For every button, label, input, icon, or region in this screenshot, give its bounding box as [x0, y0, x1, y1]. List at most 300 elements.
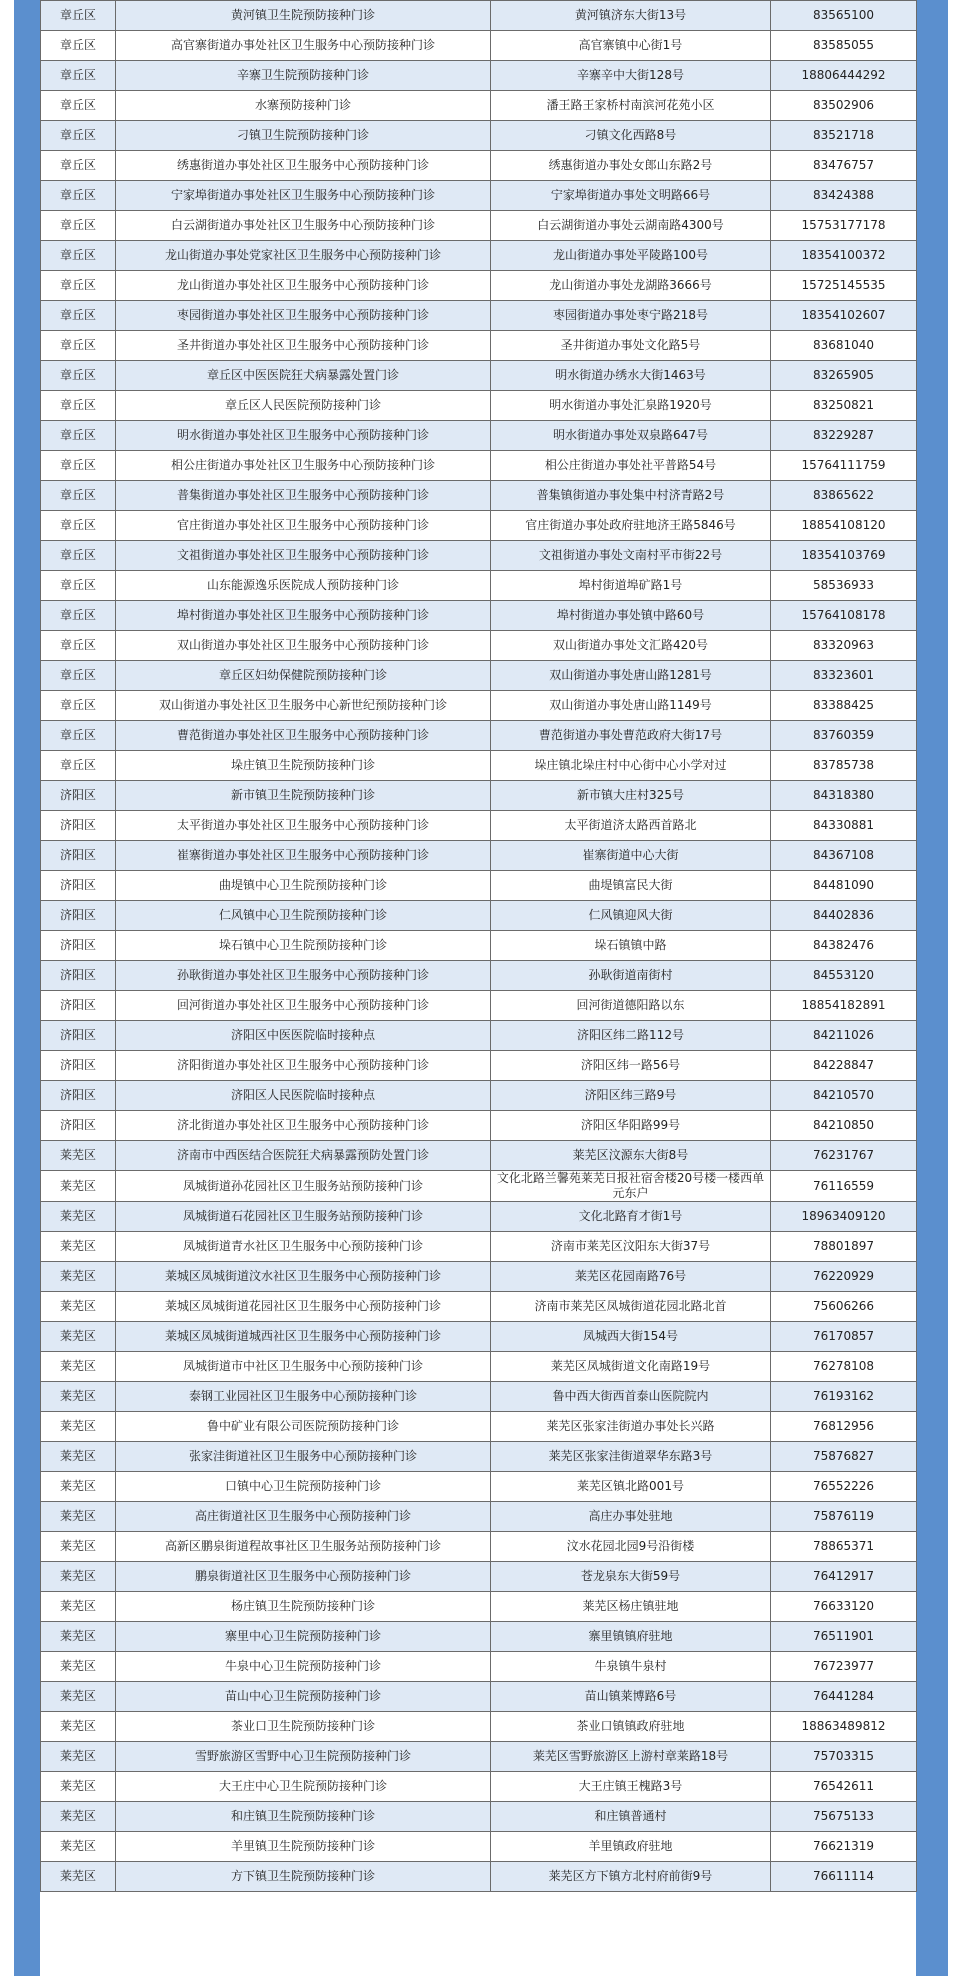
clinic-name-cell: 绣惠街道办事处社区卫生服务中心预防接种门诊: [116, 151, 491, 181]
table-row: [41, 31, 917, 61]
address-cell: 高庄办事处驻地: [491, 1502, 771, 1532]
district-cell: 莱芜区: [41, 1352, 116, 1382]
table-row: [41, 421, 917, 451]
clinic-name-cell: 仁风镇中心卫生院预防接种门诊: [116, 901, 491, 931]
district-cell: 章丘区: [41, 241, 116, 271]
phone-cell: 76231767: [771, 1141, 917, 1171]
address-cell: 垛石镇镇中路: [491, 931, 771, 961]
table-row: [41, 691, 917, 721]
address-cell: 莱芜区雪野旅游区上游村章莱路18号: [491, 1742, 771, 1772]
table-row: [41, 1262, 917, 1292]
phone-cell: 83681040: [771, 331, 917, 361]
table-row: [41, 571, 917, 601]
phone-cell: 18354102607: [771, 301, 917, 331]
table-row: [41, 361, 917, 391]
district-cell: 章丘区: [41, 1, 116, 31]
table-row: [41, 781, 917, 811]
address-cell: 文化北路育才街1号: [491, 1202, 771, 1232]
district-cell: 章丘区: [41, 601, 116, 631]
clinic-name-cell: 章丘区人民医院预防接种门诊: [116, 391, 491, 421]
district-cell: 章丘区: [41, 481, 116, 511]
clinic-name-cell: 曹范街道办事处社区卫生服务中心预防接种门诊: [116, 721, 491, 751]
district-cell: 莱芜区: [41, 1502, 116, 1532]
address-cell: 莱芜区方下镇方北村府前街9号: [491, 1862, 771, 1892]
phone-cell: 84481090: [771, 871, 917, 901]
table-row: [41, 1081, 917, 1111]
table-row: [41, 541, 917, 571]
address-cell: 绣惠街道办事处女郎山东路2号: [491, 151, 771, 181]
address-cell: 明水街道办事处汇泉路1920号: [491, 391, 771, 421]
address-cell: 寨里镇镇府驻地: [491, 1622, 771, 1652]
address-cell: 新市镇大庄村325号: [491, 781, 771, 811]
district-cell: 章丘区: [41, 271, 116, 301]
district-cell: 济阳区: [41, 1111, 116, 1141]
phone-cell: 15764108178: [771, 601, 917, 631]
address-cell: 莱芜区汶源东大街8号: [491, 1141, 771, 1171]
address-cell: 明水街道办绣水大街1463号: [491, 361, 771, 391]
clinic-name-cell: 羊里镇卫生院预防接种门诊: [116, 1832, 491, 1862]
address-cell: 白云湖街道办事处云湖南路4300号: [491, 211, 771, 241]
table-row: [41, 1232, 917, 1262]
clinic-name-cell: 埠村街道办事处社区卫生服务中心预防接种门诊: [116, 601, 491, 631]
table-row: [41, 1292, 917, 1322]
district-cell: 莱芜区: [41, 1622, 116, 1652]
phone-cell: 76723977: [771, 1652, 917, 1682]
district-cell: 章丘区: [41, 751, 116, 781]
phone-cell: 83760359: [771, 721, 917, 751]
clinic-name-cell: 章丘区妇幼保健院预防接种门诊: [116, 661, 491, 691]
district-cell: 莱芜区: [41, 1202, 116, 1232]
table-row: [41, 481, 917, 511]
district-cell: 章丘区: [41, 391, 116, 421]
table-row: [41, 901, 917, 931]
address-cell: 孙耿街道南街村: [491, 961, 771, 991]
table-row: [41, 1, 917, 31]
phone-cell: 76441284: [771, 1682, 917, 1712]
district-cell: 莱芜区: [41, 1322, 116, 1352]
address-cell: 茶业口镇镇政府驻地: [491, 1712, 771, 1742]
address-cell: 刁镇文化西路8号: [491, 121, 771, 151]
clinic-name-cell: 和庄镇卫生院预防接种门诊: [116, 1802, 491, 1832]
address-cell: 莱芜区花园南路76号: [491, 1262, 771, 1292]
table-row: [41, 661, 917, 691]
table-row: [41, 751, 917, 781]
table-row: [41, 841, 917, 871]
clinic-name-cell: 雪野旅游区雪野中心卫生院预防接种门诊: [116, 1742, 491, 1772]
address-cell: 文祖街道办事处文南村平市街22号: [491, 541, 771, 571]
table-row: [41, 121, 917, 151]
address-cell: 大王庄镇王槐路3号: [491, 1772, 771, 1802]
district-cell: 济阳区: [41, 1081, 116, 1111]
table-row: [41, 1352, 917, 1382]
vaccination-clinic-table: [40, 0, 917, 1892]
address-cell: 和庄镇普通村: [491, 1802, 771, 1832]
phone-cell: 75675133: [771, 1802, 917, 1832]
address-cell: 济南市莱芜区汶阳东大街37号: [491, 1232, 771, 1262]
district-cell: 章丘区: [41, 451, 116, 481]
clinic-name-cell: 明水街道办事处社区卫生服务中心预防接种门诊: [116, 421, 491, 451]
address-cell: 双山街道办事处文汇路420号: [491, 631, 771, 661]
clinic-name-cell: 双山街道办事处社区卫生服务中心预防接种门诊: [116, 631, 491, 661]
table-row: [41, 1802, 917, 1832]
clinic-name-cell: 枣园街道办事处社区卫生服务中心预防接种门诊: [116, 301, 491, 331]
district-cell: 章丘区: [41, 691, 116, 721]
address-cell: 莱芜区凤城街道文化南路19号: [491, 1352, 771, 1382]
table-row: [41, 1592, 917, 1622]
clinic-name-cell: 苗山中心卫生院预防接种门诊: [116, 1682, 491, 1712]
district-cell: 莱芜区: [41, 1412, 116, 1442]
address-cell: 凤城西大街154号: [491, 1322, 771, 1352]
table-row: [41, 1562, 917, 1592]
phone-cell: 15753177178: [771, 211, 917, 241]
address-cell: 牛泉镇牛泉村: [491, 1652, 771, 1682]
table-row: [41, 1171, 917, 1202]
table-row: [41, 931, 917, 961]
address-cell: 黄河镇济东大街13号: [491, 1, 771, 31]
district-cell: 章丘区: [41, 301, 116, 331]
address-cell: 埠村街道埠矿路1号: [491, 571, 771, 601]
table-row: [41, 391, 917, 421]
table-row: [41, 151, 917, 181]
district-cell: 莱芜区: [41, 1592, 116, 1622]
clinic-name-cell: 黄河镇卫生院预防接种门诊: [116, 1, 491, 31]
phone-cell: 83388425: [771, 691, 917, 721]
phone-cell: 83502906: [771, 91, 917, 121]
clinic-name-cell: 垛庄镇卫生院预防接种门诊: [116, 751, 491, 781]
district-cell: 章丘区: [41, 541, 116, 571]
phone-cell: 84211026: [771, 1021, 917, 1051]
phone-cell: 75876827: [771, 1442, 917, 1472]
table-row: [41, 1742, 917, 1772]
address-cell: 济阳区纬三路9号: [491, 1081, 771, 1111]
district-cell: 章丘区: [41, 151, 116, 181]
district-cell: 章丘区: [41, 631, 116, 661]
clinic-name-cell: 白云湖街道办事处社区卫生服务中心预防接种门诊: [116, 211, 491, 241]
table-row: [41, 211, 917, 241]
district-cell: 莱芜区: [41, 1141, 116, 1171]
phone-cell: 84382476: [771, 931, 917, 961]
table-row: [41, 601, 917, 631]
phone-cell: 76220929: [771, 1262, 917, 1292]
phone-cell: 78801897: [771, 1232, 917, 1262]
phone-cell: 18963409120: [771, 1202, 917, 1232]
phone-cell: 76633120: [771, 1592, 917, 1622]
district-cell: 莱芜区: [41, 1802, 116, 1832]
phone-cell: 75876119: [771, 1502, 917, 1532]
address-cell: 济阳区华阳路99号: [491, 1111, 771, 1141]
phone-cell: 76412917: [771, 1562, 917, 1592]
address-cell: 曲堤镇富民大街: [491, 871, 771, 901]
address-cell: 文化北路兰馨苑莱芜日报社宿舍楼20号楼一楼西单元东户: [491, 1171, 771, 1202]
table-row: [41, 1472, 917, 1502]
clinic-name-cell: 口镇中心卫生院预防接种门诊: [116, 1472, 491, 1502]
address-cell: 回河街道德阳路以东: [491, 991, 771, 1021]
address-cell: 莱芜区镇北路001号: [491, 1472, 771, 1502]
phone-cell: 76511901: [771, 1622, 917, 1652]
phone-cell: 78865371: [771, 1532, 917, 1562]
address-cell: 相公庄街道办事处社平普路54号: [491, 451, 771, 481]
table-row: [41, 511, 917, 541]
address-cell: 枣园街道办事处枣宁路218号: [491, 301, 771, 331]
phone-cell: 76116559: [771, 1171, 917, 1202]
phone-cell: 15764111759: [771, 451, 917, 481]
district-cell: 章丘区: [41, 121, 116, 151]
phone-cell: 76621319: [771, 1832, 917, 1862]
district-cell: 济阳区: [41, 1021, 116, 1051]
table-body: [41, 1, 917, 1892]
phone-cell: 84210850: [771, 1111, 917, 1141]
clinic-name-cell: 高庄街道社区卫生服务中心预防接种门诊: [116, 1502, 491, 1532]
phone-cell: 84228847: [771, 1051, 917, 1081]
address-cell: 济阳区纬一路56号: [491, 1051, 771, 1081]
table-row: [41, 1141, 917, 1171]
district-cell: 章丘区: [41, 331, 116, 361]
address-cell: 莱芜区杨庄镇驻地: [491, 1592, 771, 1622]
district-cell: 莱芜区: [41, 1832, 116, 1862]
table-row: [41, 1442, 917, 1472]
address-cell: 官庄街道办事处政府驻地济王路5846号: [491, 511, 771, 541]
phone-cell: 84402836: [771, 901, 917, 931]
district-cell: 莱芜区: [41, 1712, 116, 1742]
phone-cell: 76552226: [771, 1472, 917, 1502]
table-row: [41, 1202, 917, 1232]
district-cell: 莱芜区: [41, 1682, 116, 1712]
clinic-name-cell: 济南市中西医结合医院狂犬病暴露预防处置门诊: [116, 1141, 491, 1171]
address-cell: 普集镇街道办事处集中村济青路2号: [491, 481, 771, 511]
table-row: [41, 241, 917, 271]
district-cell: 莱芜区: [41, 1442, 116, 1472]
address-cell: 圣井街道办事处文化路5号: [491, 331, 771, 361]
phone-cell: 83865622: [771, 481, 917, 511]
phone-cell: 76812956: [771, 1412, 917, 1442]
clinic-name-cell: 济阳街道办事处社区卫生服务中心预防接种门诊: [116, 1051, 491, 1081]
phone-cell: 58536933: [771, 571, 917, 601]
clinic-name-cell: 回河街道办事处社区卫生服务中心预防接种门诊: [116, 991, 491, 1021]
phone-cell: 76193162: [771, 1382, 917, 1412]
clinic-name-cell: 高新区鹏泉街道程故事社区卫生服务站预防接种门诊: [116, 1532, 491, 1562]
address-cell: 莱芜区张家洼街道办事处长兴路: [491, 1412, 771, 1442]
address-cell: 济南市莱芜区凤城街道花园北路北首: [491, 1292, 771, 1322]
district-cell: 济阳区: [41, 811, 116, 841]
clinic-name-cell: 鹏泉街道社区卫生服务中心预防接种门诊: [116, 1562, 491, 1592]
clinic-name-cell: 官庄街道办事处社区卫生服务中心预防接种门诊: [116, 511, 491, 541]
address-cell: 辛寨辛中大街128号: [491, 61, 771, 91]
clinic-name-cell: 济阳区人民医院临时接种点: [116, 1081, 491, 1111]
phone-cell: 83320963: [771, 631, 917, 661]
address-cell: 太平街道济太路西首路北: [491, 811, 771, 841]
clinic-name-cell: 凤城街道孙花园社区卫生服务站预防接种门诊: [116, 1171, 491, 1202]
table-row: [41, 1382, 917, 1412]
address-cell: 曹范街道办事处曹范政府大街17号: [491, 721, 771, 751]
clinic-name-cell: 牛泉中心卫生院预防接种门诊: [116, 1652, 491, 1682]
clinic-name-cell: 曲堤镇中心卫生院预防接种门诊: [116, 871, 491, 901]
district-cell: 济阳区: [41, 781, 116, 811]
clinic-name-cell: 新市镇卫生院预防接种门诊: [116, 781, 491, 811]
address-cell: 龙山街道办事处龙湖路3666号: [491, 271, 771, 301]
district-cell: 济阳区: [41, 931, 116, 961]
table-row: [41, 1832, 917, 1862]
table-row: [41, 301, 917, 331]
table-row: [41, 1021, 917, 1051]
table-row: [41, 1712, 917, 1742]
phone-cell: 15725145535: [771, 271, 917, 301]
table-row: [41, 91, 917, 121]
table-row: [41, 271, 917, 301]
phone-cell: 83323601: [771, 661, 917, 691]
address-cell: 莱芜区张家洼街道翠华东路3号: [491, 1442, 771, 1472]
phone-cell: 83424388: [771, 181, 917, 211]
clinic-name-cell: 辛寨卫生院预防接种门诊: [116, 61, 491, 91]
district-cell: 章丘区: [41, 211, 116, 241]
clinic-name-cell: 张家洼街道社区卫生服务中心预防接种门诊: [116, 1442, 491, 1472]
district-cell: 章丘区: [41, 511, 116, 541]
table-row: [41, 181, 917, 211]
address-cell: 汶水花园北园9号沿街楼: [491, 1532, 771, 1562]
clinic-name-cell: 茶业口卫生院预防接种门诊: [116, 1712, 491, 1742]
table-row: [41, 811, 917, 841]
clinic-name-cell: 刁镇卫生院预防接种门诊: [116, 121, 491, 151]
address-cell: 仁风镇迎风大街: [491, 901, 771, 931]
district-cell: 济阳区: [41, 991, 116, 1021]
district-cell: 莱芜区: [41, 1742, 116, 1772]
address-cell: 垛庄镇北垛庄村中心街中心小学对过: [491, 751, 771, 781]
district-cell: 济阳区: [41, 1051, 116, 1081]
clinic-name-cell: 鲁中矿业有限公司医院预防接种门诊: [116, 1412, 491, 1442]
district-cell: 章丘区: [41, 361, 116, 391]
clinic-name-cell: 方下镇卫生院预防接种门诊: [116, 1862, 491, 1892]
district-cell: 莱芜区: [41, 1232, 116, 1262]
phone-cell: 83229287: [771, 421, 917, 451]
address-cell: 埠村街道办事处镇中路60号: [491, 601, 771, 631]
clinic-name-cell: 章丘区中医医院狂犬病暴露处置门诊: [116, 361, 491, 391]
table-row: [41, 1322, 917, 1352]
district-cell: 莱芜区: [41, 1862, 116, 1892]
district-cell: 章丘区: [41, 91, 116, 121]
phone-cell: 83585055: [771, 31, 917, 61]
phone-cell: 83265905: [771, 361, 917, 391]
phone-cell: 18854108120: [771, 511, 917, 541]
clinic-name-cell: 莱城区凤城街道汶水社区卫生服务中心预防接种门诊: [116, 1262, 491, 1292]
table-row: [41, 1772, 917, 1802]
district-cell: 莱芜区: [41, 1382, 116, 1412]
address-cell: 羊里镇政府驻地: [491, 1832, 771, 1862]
table-row: [41, 1412, 917, 1442]
phone-cell: 84210570: [771, 1081, 917, 1111]
clinic-name-cell: 济阳区中医医院临时接种点: [116, 1021, 491, 1051]
phone-cell: 76278108: [771, 1352, 917, 1382]
district-cell: 章丘区: [41, 721, 116, 751]
phone-cell: 75703315: [771, 1742, 917, 1772]
clinic-name-cell: 宁家埠街道办事处社区卫生服务中心预防接种门诊: [116, 181, 491, 211]
phone-cell: 84553120: [771, 961, 917, 991]
table-row: [41, 1682, 917, 1712]
phone-cell: 76542611: [771, 1772, 917, 1802]
clinic-name-cell: 莱城区凤城街道花园社区卫生服务中心预防接种门诊: [116, 1292, 491, 1322]
address-cell: 崔寨街道中心大街: [491, 841, 771, 871]
clinic-name-cell: 凤城街道青水社区卫生服务中心预防接种门诊: [116, 1232, 491, 1262]
address-cell: 苗山镇莱博路6号: [491, 1682, 771, 1712]
address-cell: 潘王路王家桥村南滨河花苑小区: [491, 91, 771, 121]
table-row: [41, 331, 917, 361]
clinic-name-cell: 孙耿街道办事处社区卫生服务中心预防接种门诊: [116, 961, 491, 991]
clinic-name-cell: 相公庄街道办事处社区卫生服务中心预防接种门诊: [116, 451, 491, 481]
clinic-name-cell: 水寨预防接种门诊: [116, 91, 491, 121]
district-cell: 莱芜区: [41, 1292, 116, 1322]
clinic-name-cell: 大王庄中心卫生院预防接种门诊: [116, 1772, 491, 1802]
phone-cell: 18354100372: [771, 241, 917, 271]
table-row: [41, 631, 917, 661]
table-row: [41, 991, 917, 1021]
district-cell: 济阳区: [41, 961, 116, 991]
address-cell: 双山街道办事处唐山路1149号: [491, 691, 771, 721]
address-cell: 明水街道办事处双泉路647号: [491, 421, 771, 451]
address-cell: 龙山街道办事处平陵路100号: [491, 241, 771, 271]
phone-cell: 75606266: [771, 1292, 917, 1322]
district-cell: 章丘区: [41, 421, 116, 451]
table-row: [41, 451, 917, 481]
clinic-name-cell: 双山街道办事处社区卫生服务中心新世纪预防接种门诊: [116, 691, 491, 721]
clinic-name-cell: 龙山街道办事处党家社区卫生服务中心预防接种门诊: [116, 241, 491, 271]
address-cell: 苍龙泉东大街59号: [491, 1562, 771, 1592]
clinic-name-cell: 凤城街道石花园社区卫生服务站预防接种门诊: [116, 1202, 491, 1232]
table-row: [41, 1532, 917, 1562]
clinic-name-cell: 龙山街道办事处社区卫生服务中心预防接种门诊: [116, 271, 491, 301]
phone-cell: 84330881: [771, 811, 917, 841]
table-row: [41, 1051, 917, 1081]
clinic-name-cell: 太平街道办事处社区卫生服务中心预防接种门诊: [116, 811, 491, 841]
phone-cell: 18806444292: [771, 61, 917, 91]
address-cell: 宁家埠街道办事处文明路66号: [491, 181, 771, 211]
district-cell: 济阳区: [41, 871, 116, 901]
clinic-name-cell: 圣井街道办事处社区卫生服务中心预防接种门诊: [116, 331, 491, 361]
district-cell: 莱芜区: [41, 1171, 116, 1202]
table-row: [41, 1502, 917, 1532]
clinic-name-cell: 垛石镇中心卫生院预防接种门诊: [116, 931, 491, 961]
clinic-name-cell: 山东能源逸乐医院成人预防接种门诊: [116, 571, 491, 601]
table-row: [41, 1622, 917, 1652]
district-cell: 莱芜区: [41, 1532, 116, 1562]
district-cell: 章丘区: [41, 661, 116, 691]
district-cell: 莱芜区: [41, 1652, 116, 1682]
district-cell: 章丘区: [41, 571, 116, 601]
clinic-name-cell: 杨庄镇卫生院预防接种门诊: [116, 1592, 491, 1622]
clinic-name-cell: 高官寨街道办事处社区卫生服务中心预防接种门诊: [116, 31, 491, 61]
table-row: [41, 871, 917, 901]
table-row: [41, 1652, 917, 1682]
clinic-name-cell: 凤城街道市中社区卫生服务中心预防接种门诊: [116, 1352, 491, 1382]
address-cell: 鲁中西大街西首泰山医院院内: [491, 1382, 771, 1412]
phone-cell: 18354103769: [771, 541, 917, 571]
district-cell: 章丘区: [41, 181, 116, 211]
district-cell: 济阳区: [41, 901, 116, 931]
phone-cell: 84318380: [771, 781, 917, 811]
district-cell: 莱芜区: [41, 1562, 116, 1592]
phone-cell: 83785738: [771, 751, 917, 781]
clinic-name-cell: 崔寨街道办事处社区卫生服务中心预防接种门诊: [116, 841, 491, 871]
phone-cell: 18854182891: [771, 991, 917, 1021]
clinic-name-cell: 济北街道办事处社区卫生服务中心预防接种门诊: [116, 1111, 491, 1141]
clinic-name-cell: 泰钢工业园社区卫生服务中心预防接种门诊: [116, 1382, 491, 1412]
phone-cell: 83521718: [771, 121, 917, 151]
phone-cell: 18863489812: [771, 1712, 917, 1742]
address-cell: 高官寨镇中心街1号: [491, 31, 771, 61]
district-cell: 济阳区: [41, 841, 116, 871]
district-cell: 莱芜区: [41, 1262, 116, 1292]
clinic-name-cell: 普集街道办事处社区卫生服务中心预防接种门诊: [116, 481, 491, 511]
phone-cell: 76611114: [771, 1862, 917, 1892]
clinic-name-cell: 寨里中心卫生院预防接种门诊: [116, 1622, 491, 1652]
phone-cell: 84367108: [771, 841, 917, 871]
